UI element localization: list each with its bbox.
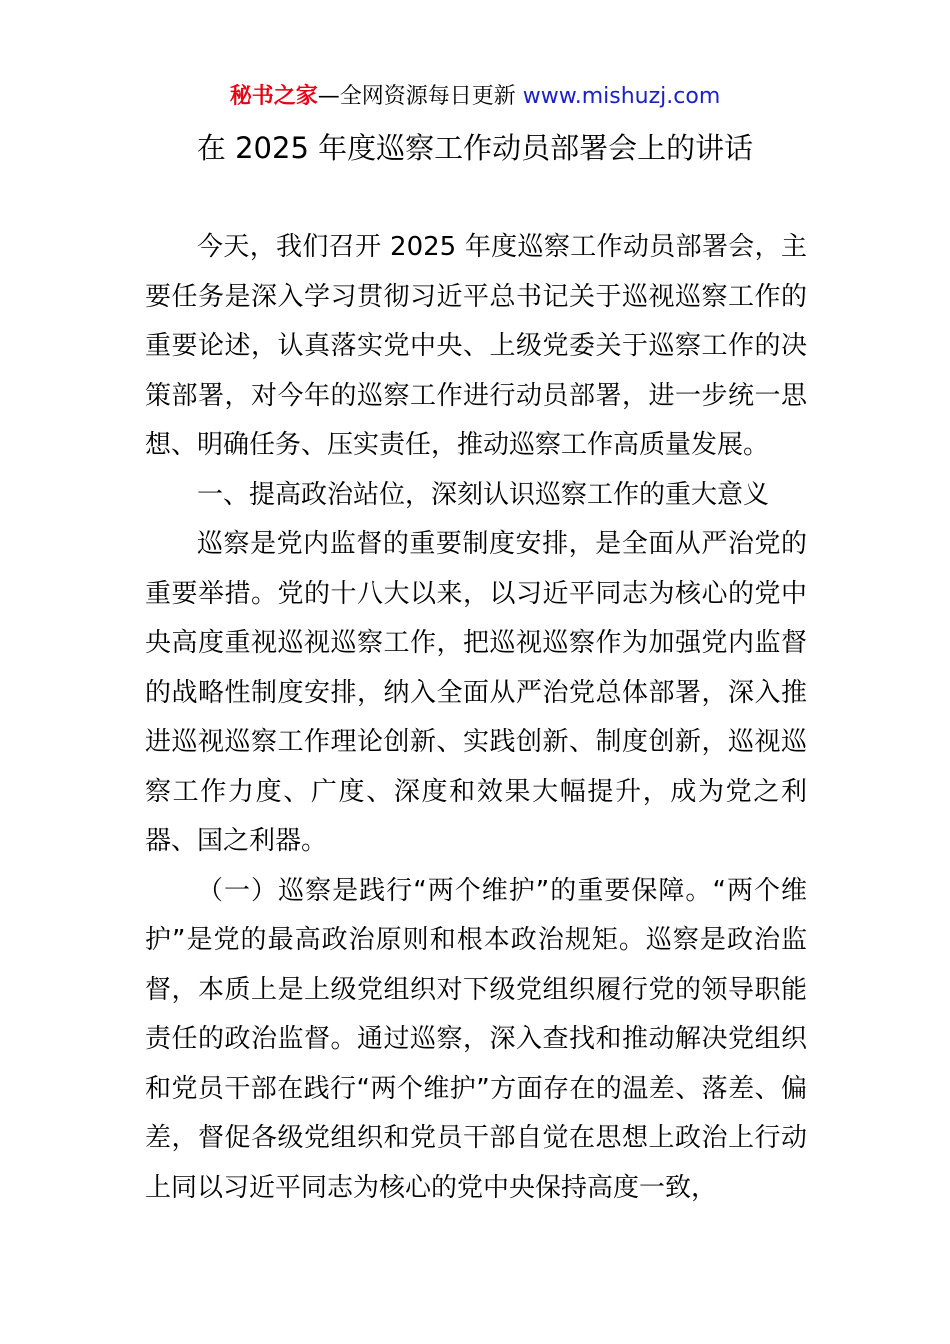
paragraph-subsection-1: （一）巡察是践行“两个维护”的重要保障。“两个维护”是党的最高政治原则和根本政治规矩。巡察是政治监督，本质上是上级党组织对下级党组织履行党的领导职能责任的政治监督。通过巡察，深入查找和推动解决党组织和党员干部在践行“两个维护”方面存在的温差、落差、偏差，督促各级党组织和党员干部自觉在思想上政治上行动上同以习近平同志为核心的党中央保持高度一致，	[145, 875, 807, 1203]
site-header	[0, 82, 950, 112]
document-title: 在 2025 年度巡察工作动员部署会上的讲话	[196, 131, 754, 165]
document-body	[145, 223, 807, 1213]
section-heading-1: 一、提高政治站位，深刻认识巡察工作的重大意义	[197, 479, 770, 510]
website-link[interactable]: www.mishuzj.com	[522, 84, 721, 109]
brand-name: 秘书之家	[229, 84, 318, 109]
paragraph-significance: 巡察是党内监督的重要制度安排，是全面从严治党的重要举措。党的十八大以来，以习近平同志为核心的党中央高度重视巡视巡察工作，把巡视巡察作为加强党内监督的战略性制度安排，纳入全面从严治党总体部署，深入推进巡视巡察工作理论创新、实践创新、制度创新，巡视巡察工作力度、广度、深度和效果大幅提升，成为党之利器、国之利器。	[145, 529, 807, 856]
header-tagline: —全网资源每日更新	[317, 84, 523, 109]
paragraph-intro: 今天，我们召开 2025 年度巡察工作动员部署会，主要任务是深入学习贯彻习近平总书记关于巡视巡察工作的重要论述，认真落实党中央、上级党委关于巡察工作的决策部署，对今年的巡察工作进行动员部署，进一步统一思想、明确任务、压实责任，推动巡察工作高质量发展。	[145, 232, 807, 460]
